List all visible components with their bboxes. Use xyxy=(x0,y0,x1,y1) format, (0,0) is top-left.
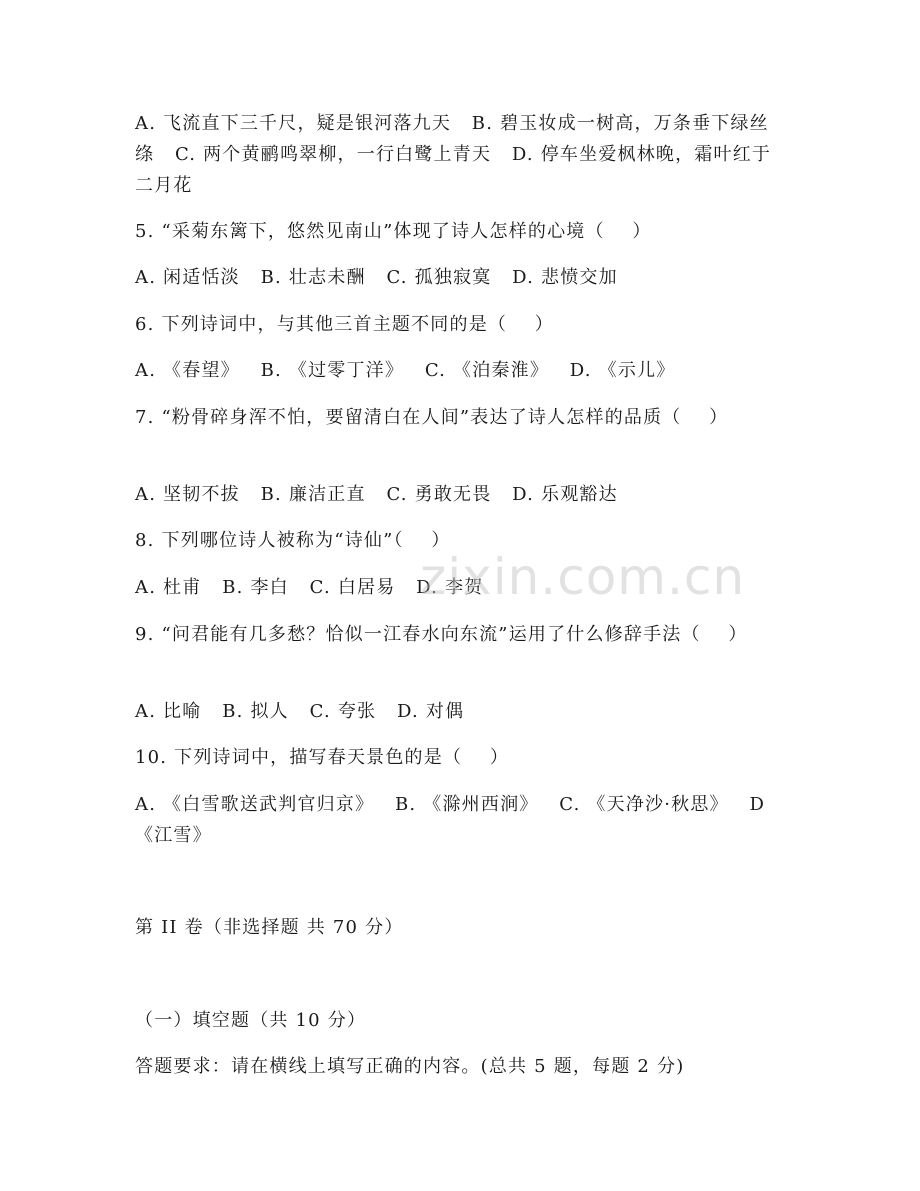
q9-question: 9. “问君能有几多愁？恰似一江春水向东流”运用了什么修辞手法（ ） xyxy=(135,624,748,645)
section2-title: 第 II 卷（非选择题 共 70 分） xyxy=(135,917,404,938)
q9-options: A. 比喻 B. 拟人 C. 夸张 D. 对偶 xyxy=(135,701,465,722)
watermark: zixin.com.cn xyxy=(420,548,746,606)
fill-blank-title: （一）填空题（共 10 分） xyxy=(135,1010,367,1031)
q8-options: A. 杜甫 B. 李白 C. 白居易 D. 李贺 xyxy=(135,577,484,598)
q5-options: A. 闲适恬淡 B. 壮志未酬 C. 孤独寂寞 D. 悲愤交加 xyxy=(135,267,618,288)
q5-question: 5. “采菊东篱下，悠然见南山”体现了诗人怎样的心境（ ） xyxy=(135,221,652,242)
q7-options: A. 坚韧不拔 B. 廉洁正直 C. 勇敢无畏 D. 乐观豁达 xyxy=(135,484,618,505)
q10-options: A. 《白雪歌送武判官归京》 B. 《滁州西涧》 C. 《天净沙·秋思》 D《江雪》 xyxy=(135,794,766,846)
q7-question: 7. “粉骨碎身浑不怕，要留清白在人间”表达了诗人怎样的品质（ ） xyxy=(135,407,729,428)
q6-question: 6. 下列诗词中，与其他三首主题不同的是（ ） xyxy=(135,314,554,335)
q8-question: 8. 下列哪位诗人被称为“诗仙”（ ） xyxy=(135,530,451,551)
q10-question: 10. 下列诗词中，描写春天景色的是（ ） xyxy=(135,747,510,768)
q4-options: A. 飞流直下三千尺，疑是银河落九天 B. 碧玉妆成一树高，万条垂下绿丝绦 C. 两个黄鹂鸣翠柳，一行白鹭上青天 D. 停车坐爱枫林晚，霜叶红于二月花 xyxy=(135,113,772,196)
q6-options: A. 《春望》 B. 《过零丁洋》 C. 《泊秦淮》 D. 《示儿》 xyxy=(135,360,676,381)
fill-blank-instructions: 答题要求：请在横线上填写正确的内容。(总共 5 题，每题 2 分) xyxy=(135,1056,685,1077)
